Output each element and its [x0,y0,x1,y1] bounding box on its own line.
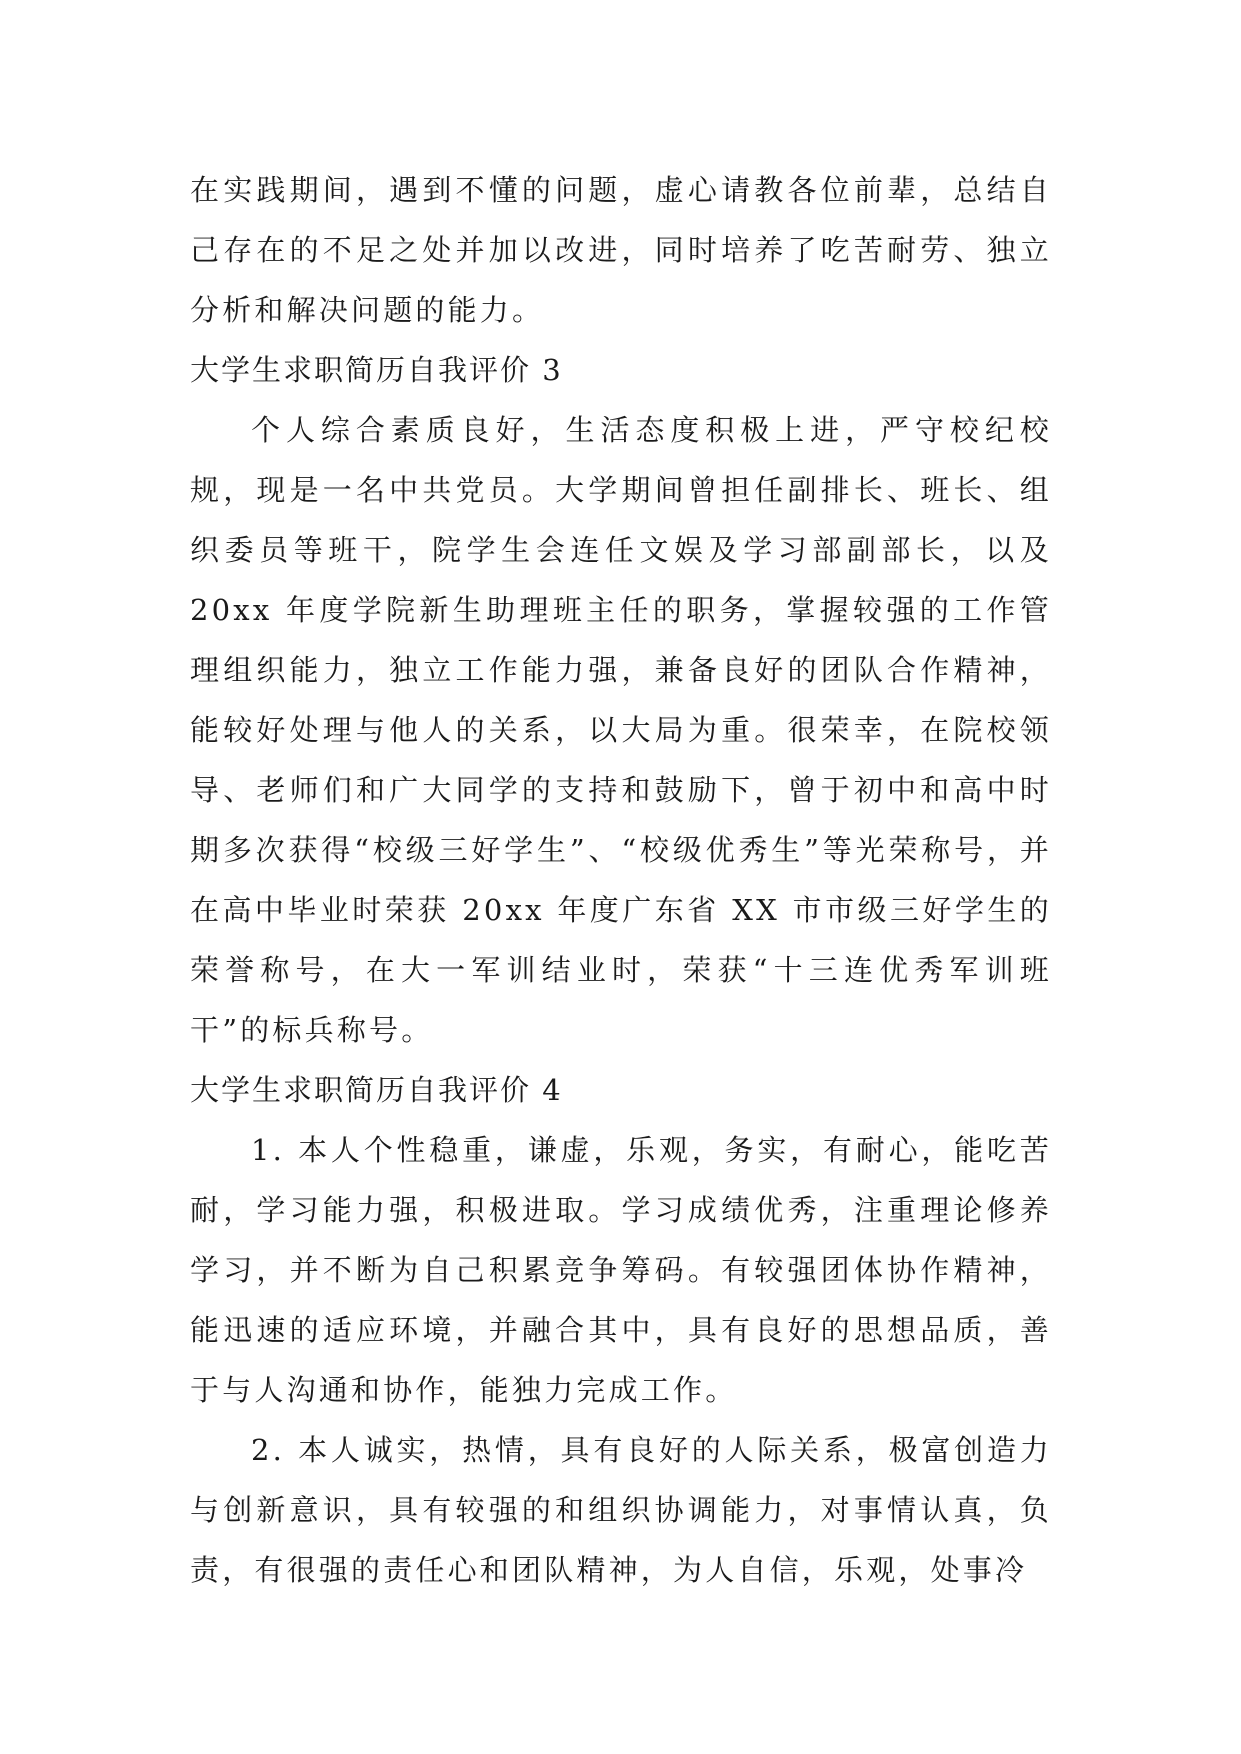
paragraph-evaluation-4-item-2: 2. 本人诚实，热情，具有良好的人际关系，极富创造力与创新意识，具有较强的和组织协调能力，对事情认真，负责，有很强的责任心和团队精神，为人自信，乐观，处事冷 [190,1433,1052,1587]
paragraph-evaluation-3: 个人综合素质良好，生活态度积极上进，严守校纪校规，现是一名中共党员。大学期间曾担任副排长、班长、组织委员等班干，院学生会连任文娱及学习部副部长，以及 20xx 年度学院新生助理班主任的职务，掌握较强的工作管理组织能力，独立工作能力强，兼备良好的团队合作精神，能较好处理与他人的关系，以大局为重。很荣幸，在院校领导、老师们和广大同学的支持和鼓励下，曾于初中和高中时期多次获得“校级三好学生”、“校级优秀生”等光荣称号，并在高中毕业时荣获 20xx 年度广东省 XX 市市级三好学生的荣誉称号，在大一军训结业时，荣获“十三连优秀军训班干”的标兵称号。 [190,413,1052,1047]
section-heading-4: 大学生求职简历自我评价 4 [190,1073,563,1107]
paragraph-practice: 在实践期间，遇到不懂的问题，虚心请教各位前辈，总结自己存在的不足之处并加以改进，同时培养了吃苦耐劳、独立分析和解决问题的能力。 [190,173,1052,327]
section-heading-3: 大学生求职简历自我评价 3 [190,353,563,387]
document-body [190,160,1052,1600]
paragraph-evaluation-4-item-1: 1. 本人个性稳重，谦虚，乐观，务实，有耐心，能吃苦耐，学习能力强，积极进取。学习成绩优秀，注重理论修养学习，并不断为自己积累竞争筹码。有较强团体协作精神，能迅速的适应环境，并融合其中，具有良好的思想品质，善于与人沟通和协作，能独力完成工作。 [190,1133,1052,1407]
